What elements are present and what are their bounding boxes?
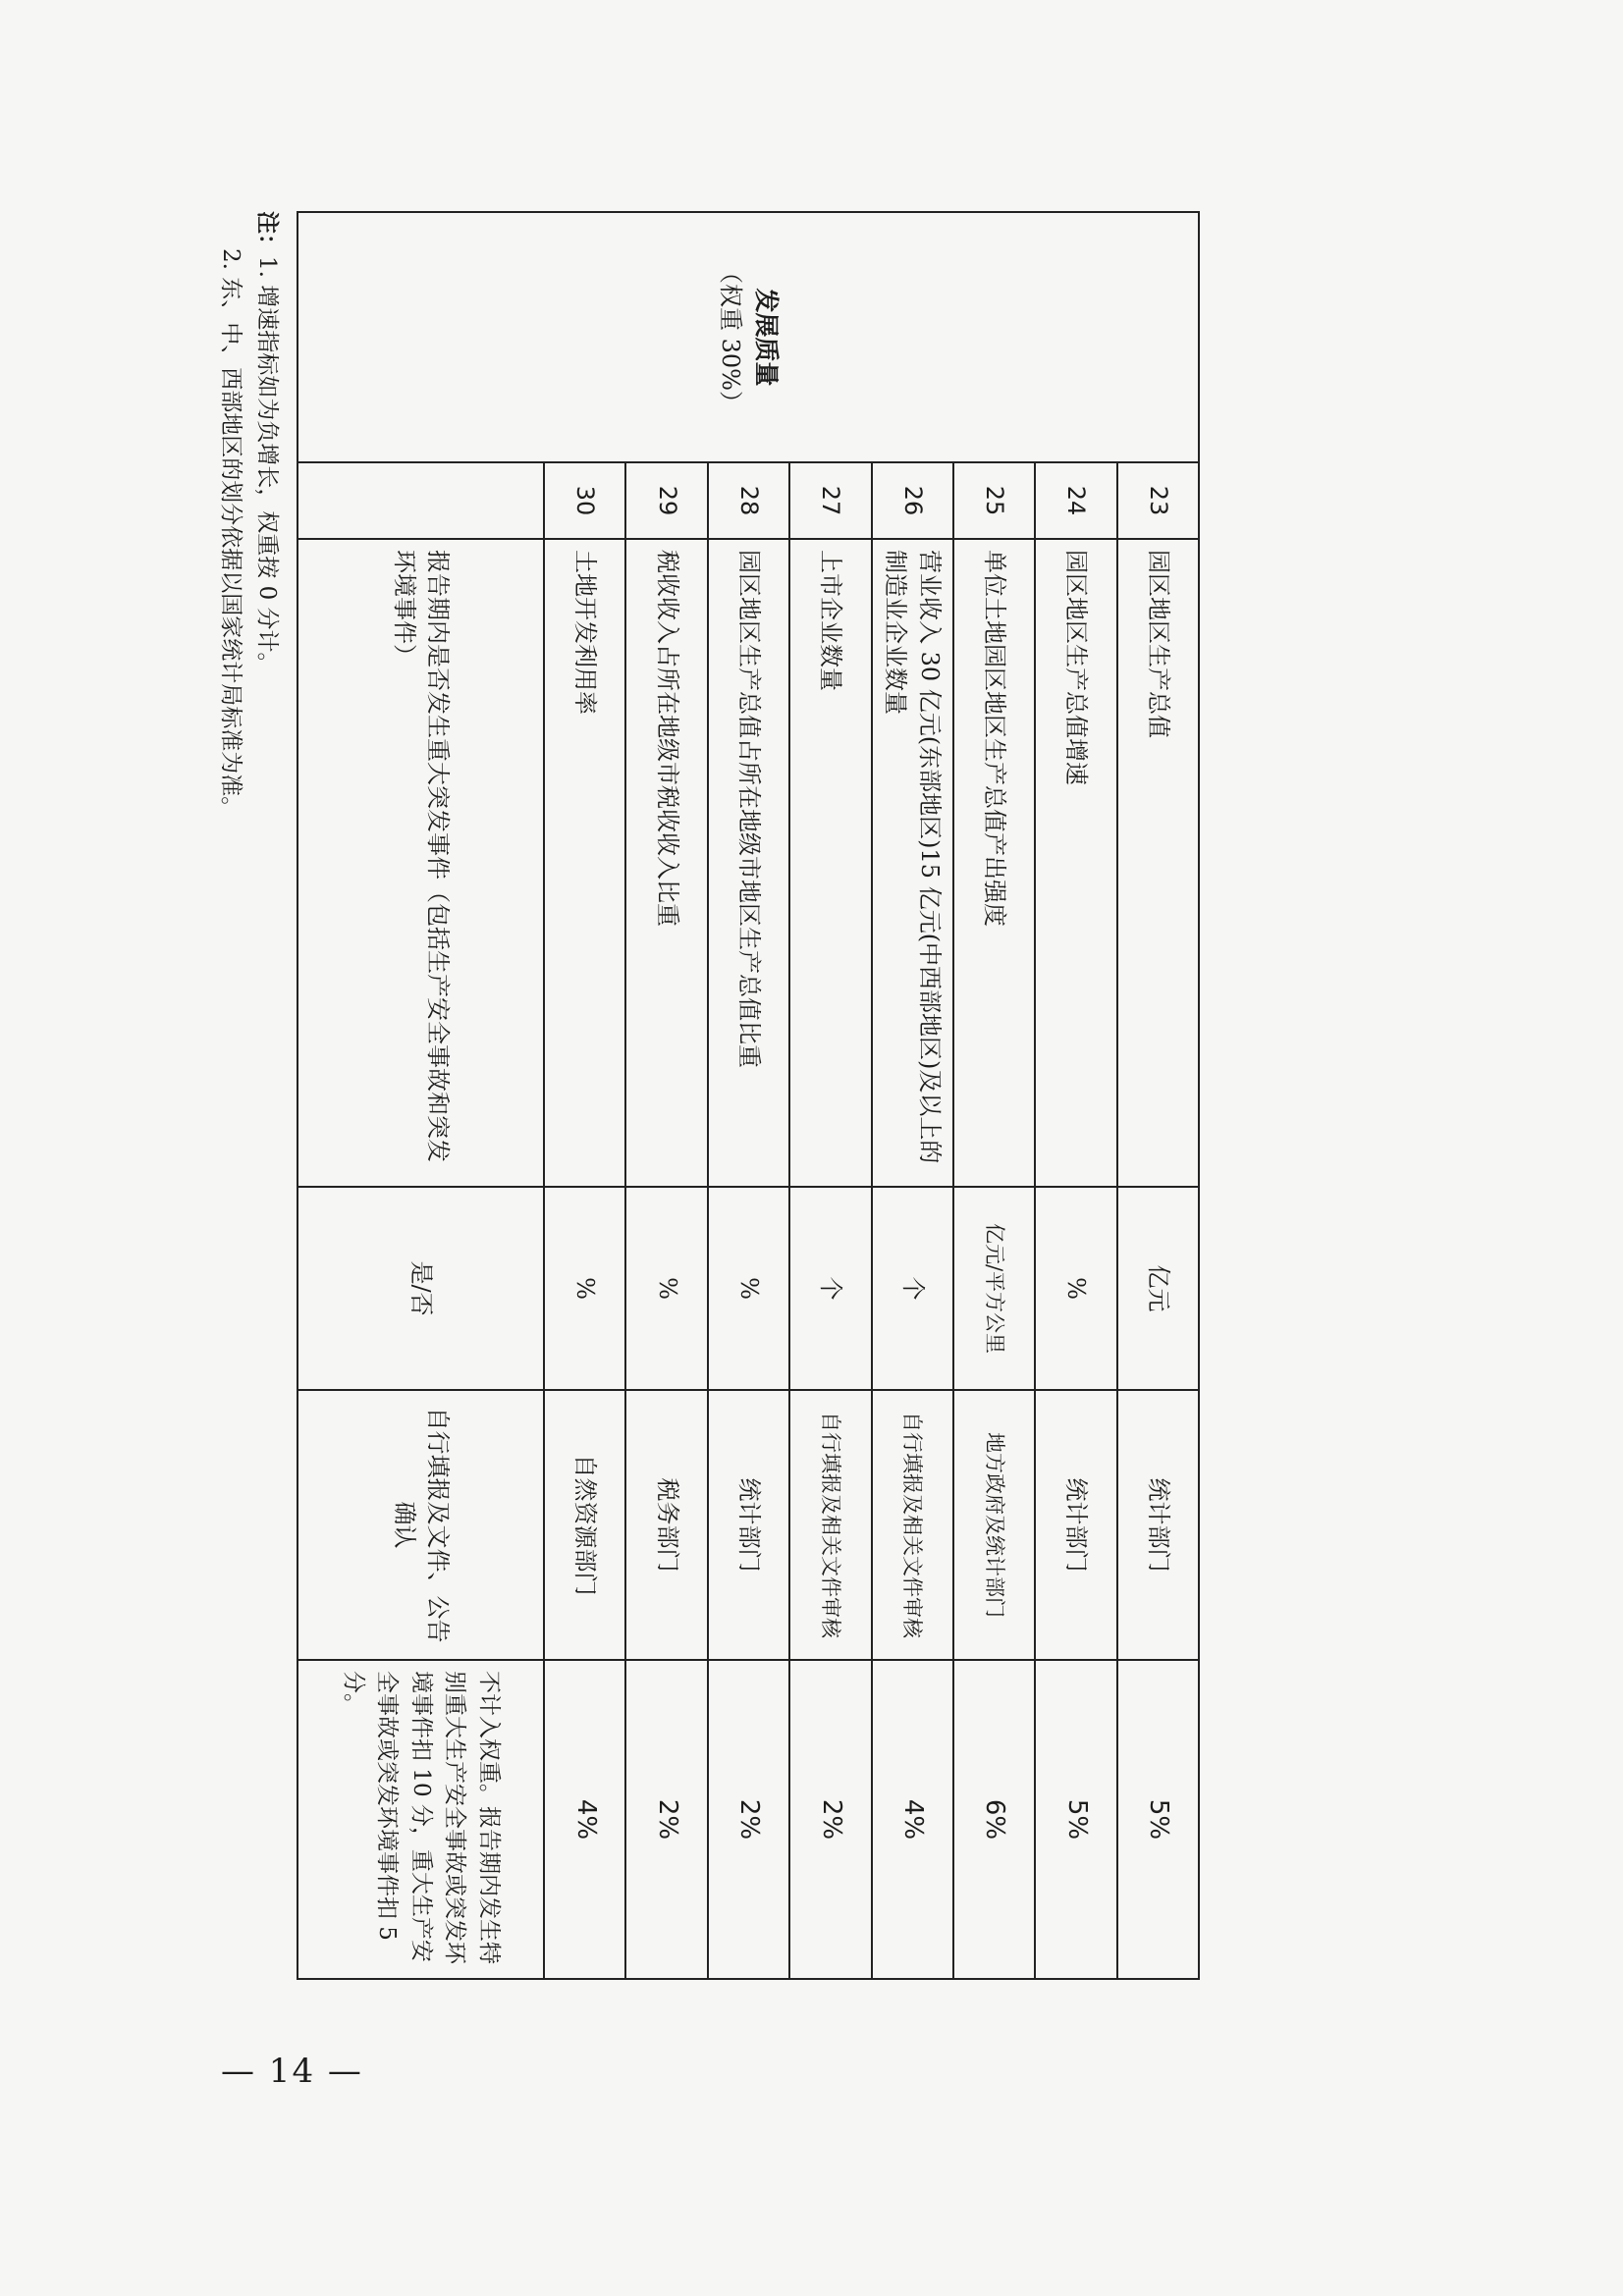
note-line-1 <box>248 211 285 1978</box>
indicator-weight: 2% <box>625 1660 707 1979</box>
data-source: 自行填报及相关文件审核 <box>872 1390 953 1660</box>
data-source: 自然资源部门 <box>544 1390 625 1660</box>
note-2: 2. 东、中、西部地区的划分依据以国家统计局标准为准。 <box>218 248 244 820</box>
data-source: 税务部门 <box>625 1390 707 1660</box>
indicator-unit: 亿元 <box>1117 1187 1199 1390</box>
data-source: 统计部门 <box>708 1390 789 1660</box>
data-source: 统计部门 <box>1117 1390 1199 1660</box>
data-source: 自行填报及文件、公告确认 <box>298 1390 544 1660</box>
row-number: 25 <box>953 462 1035 539</box>
row-number: 24 <box>1035 462 1116 539</box>
indicator-unit: % <box>1035 1187 1116 1390</box>
indicator-unit: % <box>544 1187 625 1390</box>
table-row <box>872 212 953 1979</box>
indicator-weight: 5% <box>1117 1660 1199 1979</box>
table-row <box>1035 212 1116 1979</box>
table-row <box>544 212 625 1979</box>
indicator-weight: 5% <box>1035 1660 1116 1979</box>
indicator-name: 上市企业数量 <box>789 539 871 1187</box>
table-row <box>625 212 707 1979</box>
row-number <box>298 462 544 539</box>
note-1: 1. 增速指标如为负增长，权重按 0 分计。 <box>254 256 280 675</box>
indicator-name: 报告期内是否发生重大突发事件（包括生产安全事故和突发环境事件） <box>298 539 544 1187</box>
indicator-unit: 个 <box>789 1187 871 1390</box>
row-number: 30 <box>544 462 625 539</box>
indicator-weight-note: 不计入权重。报告期内发生特别重大生产安全事故或突发环境事件扣 10 分，重大生产安全事故或突发环境事件扣 5 分。 <box>298 1660 544 1979</box>
category-title: 发展质量 <box>751 288 781 387</box>
indicator-weight: 6% <box>953 1660 1035 1979</box>
indicator-weight: 4% <box>544 1660 625 1979</box>
category-cell <box>298 212 1199 462</box>
row-number: 27 <box>789 462 871 539</box>
indicator-name: 税收收入占所在地级市税收收入比重 <box>625 539 707 1187</box>
indicator-name: 园区地区生产总值增速 <box>1035 539 1116 1187</box>
table-row <box>789 212 871 1979</box>
table-row <box>708 212 789 1979</box>
indicator-weight: 4% <box>872 1660 953 1979</box>
table-notes <box>212 211 285 1978</box>
row-number: 26 <box>872 462 953 539</box>
indicator-unit: % <box>708 1187 789 1390</box>
table-row <box>1117 212 1199 1979</box>
category-weight: （权重 30%） <box>717 260 745 414</box>
notes-label: 注： <box>254 211 281 256</box>
indicator-name: 土地开发利用率 <box>544 539 625 1187</box>
indicator-weight: 2% <box>708 1660 789 1979</box>
data-source: 地方政府及统计部门 <box>953 1390 1035 1660</box>
indicator-unit: 是/否 <box>298 1187 544 1390</box>
indicator-name: 园区地区生产总值 <box>1117 539 1199 1187</box>
indicator-unit: % <box>625 1187 707 1390</box>
table-row <box>953 212 1035 1979</box>
data-source: 统计部门 <box>1035 1390 1116 1660</box>
indicator-unit: 亿元/平方公里 <box>953 1187 1035 1390</box>
indicator-table <box>297 211 1200 1980</box>
indicator-weight: 2% <box>789 1660 871 1979</box>
page-number: — 14 — <box>221 2052 363 2091</box>
indicator-name: 营业收入 30 亿元(东部地区)15 亿元(中西部地区)及以上的制造业企业数量 <box>872 539 953 1187</box>
row-number: 28 <box>708 462 789 539</box>
row-number: 23 <box>1117 462 1199 539</box>
indicator-unit: 个 <box>872 1187 953 1390</box>
row-number: 29 <box>625 462 707 539</box>
table-row <box>298 212 544 1979</box>
rotated-table-frame <box>218 211 1200 1978</box>
indicator-name: 园区地区生产总值占所在地级市地区生产总值比重 <box>708 539 789 1187</box>
indicator-name: 单位土地园区地区生产总值产出强度 <box>953 539 1035 1187</box>
data-source: 自行填报及相关文件审核 <box>789 1390 871 1660</box>
